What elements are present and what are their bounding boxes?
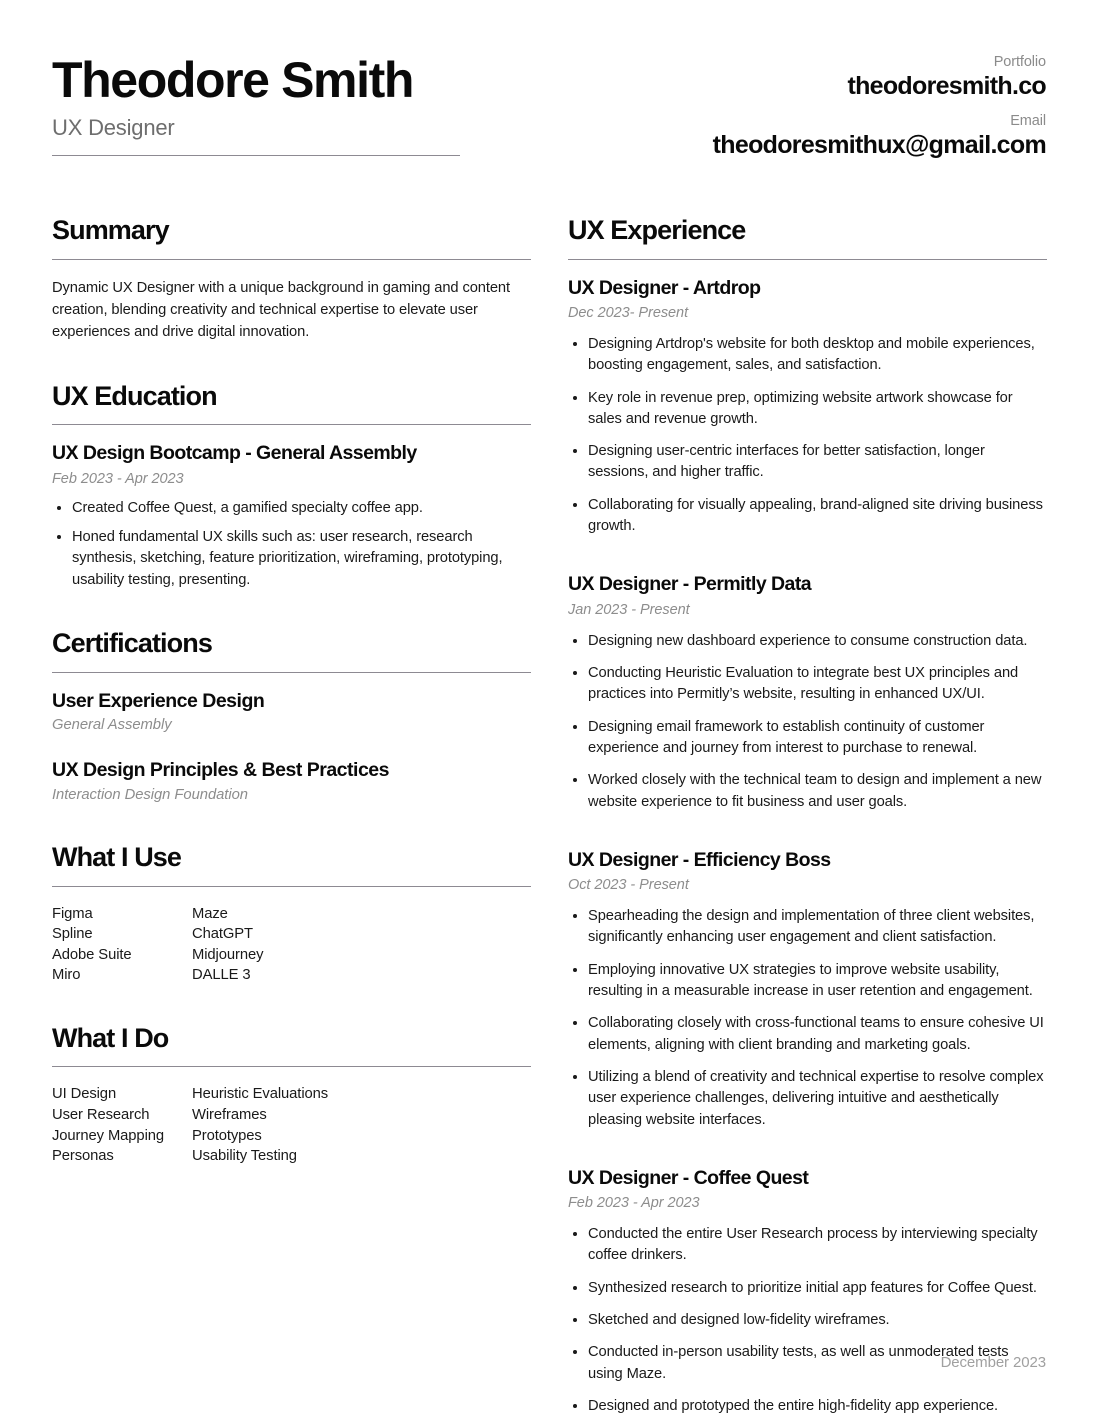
experience-entry-title: UX Designer - Artdrop (568, 276, 761, 299)
experience-entry (568, 573, 1047, 812)
experience-entry-title: UX Designer - Permitly Data (568, 573, 812, 596)
candidate-title: UX Designer (52, 115, 175, 140)
certification-entry (52, 690, 531, 736)
skills-column-1 (52, 1084, 192, 1166)
experience-entry-bullets (568, 906, 1047, 1131)
list-item: Designing Artdrop's website for both desktop and mobile experiences, boosting engagement, sales, and satisfaction. (568, 334, 1047, 377)
experience-entry-date: Dec 2023- Present (568, 305, 689, 322)
experience-entry-date: Oct 2023 - Present (568, 877, 689, 894)
section-tools-heading: What I Use (52, 841, 182, 872)
section-education-divider (52, 424, 531, 425)
section-skills (52, 1024, 531, 1167)
section-experience-divider (568, 259, 1047, 260)
list-item: Worked closely with the technical team to design and implement a new website experience to fit business and user goals. (568, 770, 1047, 813)
section-experience (568, 216, 1047, 1417)
header-contact (713, 52, 1046, 161)
list-item: Personas (52, 1148, 114, 1165)
contact-portfolio-value[interactable]: theodoresmith.co (847, 72, 1046, 101)
list-item: Utilizing a blend of creativity and technical expertise to resolve complex user experience challenges, delivering intuitive and aesthetically pleasing website interfaces. (568, 1067, 1047, 1131)
section-education-heading: UX Education (52, 380, 217, 411)
contact-email (713, 113, 1046, 161)
list-item: Spline (52, 926, 93, 943)
list-item: UI Design (52, 1086, 117, 1103)
list-item: Wireframes (192, 1107, 267, 1124)
contact-portfolio (713, 54, 1046, 102)
education-entry (52, 442, 531, 590)
section-certifications (52, 629, 531, 805)
footer-date: December 2023 (940, 1354, 1046, 1371)
list-item: Maze (192, 905, 228, 922)
list-item: Designing new dashboard experience to consume construction data. (568, 631, 1047, 652)
section-summary-body (52, 277, 531, 344)
section-summary-divider (52, 259, 531, 260)
education-entry-date: Feb 2023 - Apr 2023 (52, 470, 184, 487)
list-item: Honed fundamental UX skills such as: user research, research synthesis, sketching, feature prioritization, wireframing, prototyping, usability testing, presenting. (52, 527, 531, 591)
list-item: Collaborating closely with cross-functional teams to ensure cohesive UI elements, aligning with client branding and marketing goals. (568, 1013, 1047, 1056)
list-item: User Research (52, 1107, 150, 1124)
list-item: Conducted in-person usability tests, as well as unmoderated tests using Maze. (568, 1342, 1047, 1385)
education-entry-title: UX Design Bootcamp - General Assembly (52, 442, 417, 465)
experience-entry-bullets (568, 1224, 1047, 1417)
list-item: Designing user-centric interfaces for better satisfaction, longer sessions, and higher traffic. (568, 441, 1047, 484)
certification-title: User Experience Design (52, 689, 265, 712)
experience-entry-date: Jan 2023 - Present (568, 601, 690, 618)
skills-grid (52, 1084, 531, 1166)
section-tools (52, 843, 531, 986)
experience-entry-bullets (568, 631, 1047, 813)
experience-entry-title: UX Designer - Efficiency Boss (568, 848, 831, 871)
resume-columns (52, 216, 1046, 1417)
experience-entry (568, 277, 1047, 538)
section-education-body (52, 442, 531, 590)
header-identity (52, 52, 460, 156)
certification-issuer: General Assembly (52, 716, 172, 733)
list-item: Designing email framework to establish continuity of customer experience and journey from interest to purchase to renewal. (568, 717, 1047, 760)
section-skills-divider (52, 1066, 531, 1067)
section-skills-body (52, 1084, 531, 1166)
list-item: Synthesized research to prioritize initial app features for Coffee Quest. (568, 1278, 1047, 1299)
list-item: Conducted the entire User Research process by interviewing specialty coffee drinkers. (568, 1224, 1047, 1267)
summary-text: Dynamic UX Designer with a unique background in gaming and content creation, blending creativity and technical expertise to elevate user experiences and drive digital innovation. (52, 279, 510, 341)
header-divider (52, 155, 460, 156)
experience-entry (568, 849, 1047, 1131)
section-summary-heading: Summary (52, 215, 169, 245)
section-experience-heading: UX Experience (568, 215, 746, 245)
contact-email-value[interactable]: theodoresmithux@gmail.com (712, 131, 1046, 160)
list-item: Collaborating for visually appealing, brand-aligned site driving business growth. (568, 495, 1047, 538)
list-item: Figma (52, 905, 93, 922)
tools-column-1 (52, 904, 192, 986)
experience-entry-title: UX Designer - Coffee Quest (568, 1166, 809, 1189)
tools-column-2 (192, 904, 332, 986)
experience-entry-date: Feb 2023 - Apr 2023 (568, 1195, 700, 1212)
list-item: Journey Mapping (52, 1127, 165, 1144)
contact-portfolio-label: Portfolio (993, 54, 1046, 70)
list-item: Miro (52, 967, 81, 984)
list-item: Conducting Heuristic Evaluation to integrate best UX principles and practices into Permitly’s website, resulting in enhanced UX/UI. (568, 663, 1047, 706)
section-certifications-divider (52, 672, 531, 673)
list-item: Spearheading the design and implementation of three client websites, significantly enhancing user engagement and client satisfaction. (568, 906, 1047, 949)
left-column (52, 216, 531, 1417)
section-education (52, 382, 531, 591)
list-item: Midjourney (192, 946, 264, 963)
list-item: DALLE 3 (192, 967, 251, 984)
section-tools-body (52, 904, 531, 986)
section-summary (52, 216, 531, 344)
contact-email-label: Email (1010, 112, 1046, 129)
tools-grid (52, 904, 531, 986)
candidate-name: Theodore Smith (52, 52, 413, 108)
list-item: Adobe Suite (52, 946, 132, 963)
education-entry-bullets (52, 498, 531, 591)
list-item: Heuristic Evaluations (192, 1086, 329, 1103)
section-certifications-body (52, 690, 531, 805)
certification-title: UX Design Principles & Best Practices (52, 759, 389, 782)
list-item: Sketched and designed low-fidelity wireframes. (568, 1310, 1047, 1331)
list-item: ChatGPT (192, 926, 253, 943)
skills-column-2 (192, 1084, 332, 1166)
section-certifications-heading: Certifications (52, 627, 212, 658)
certification-issuer: Interaction Design Foundation (52, 786, 248, 803)
experience-entry (568, 1167, 1047, 1417)
list-item: Usability Testing (192, 1148, 297, 1165)
resume-header (52, 52, 1046, 172)
section-experience-body (568, 277, 1047, 1417)
list-item: Key role in revenue prep, optimizing website artwork showcase for sales and revenue growth. (568, 388, 1047, 431)
right-column (568, 216, 1047, 1417)
list-item: Designed and prototyped the entire high-fidelity app experience. (568, 1396, 1047, 1417)
certification-entry (52, 759, 531, 805)
list-item: Employing innovative UX strategies to improve website usability, resulting in a measurable increase in user retention and engagement. (568, 960, 1047, 1003)
section-tools-divider (52, 886, 531, 887)
list-item: Prototypes (192, 1127, 262, 1144)
list-item: Created Coffee Quest, a gamified specialty coffee app. (52, 498, 531, 519)
column-gap (531, 216, 568, 1417)
experience-entry-bullets (568, 334, 1047, 538)
section-skills-heading: What I Do (52, 1022, 169, 1053)
